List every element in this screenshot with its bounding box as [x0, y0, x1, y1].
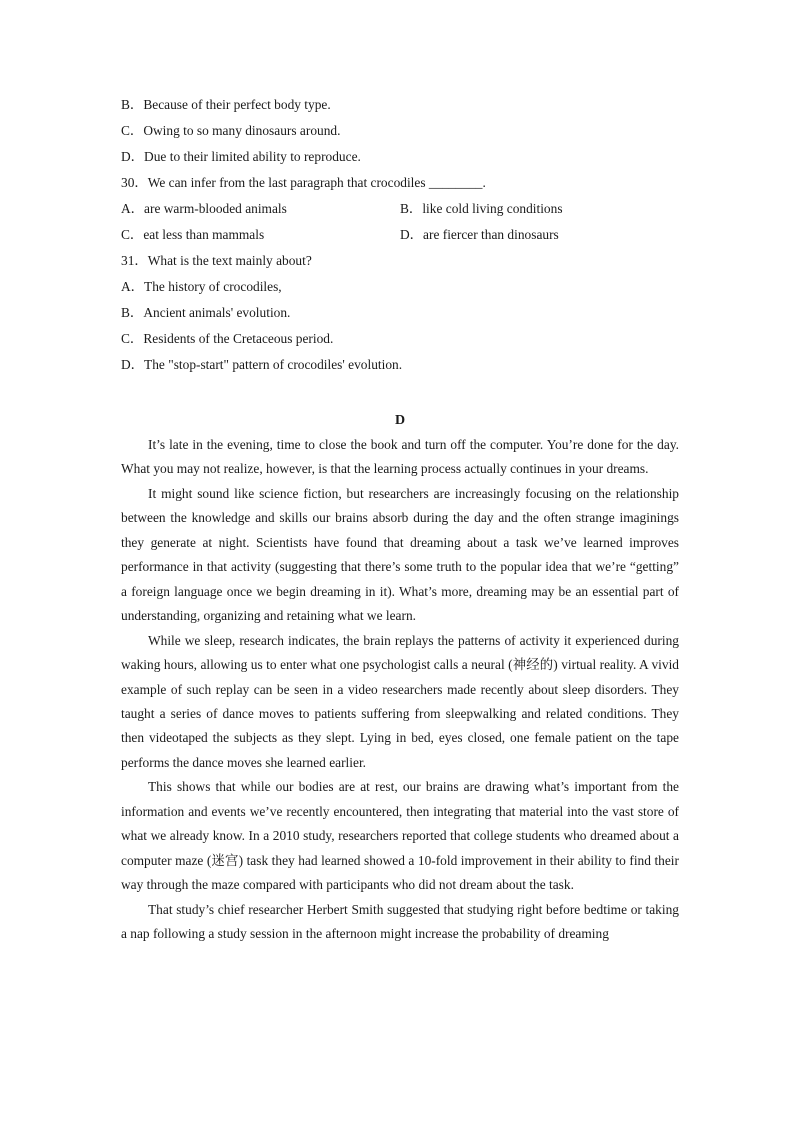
q30-option-b: B．like cold living conditions — [400, 201, 563, 216]
passage-paragraph-1: It’s late in the evening, time to close the book and turn off the computer. You’re done for the day. What you may not realize, however, is that the learning process actually continues in your dreams. — [121, 437, 679, 477]
q30-option-d: D．are fiercer than dinosaurs — [400, 227, 559, 242]
q31-option-c: C．Residents of the Cretaceous period. — [121, 331, 334, 346]
q30-stem: 30．We can infer from the last paragraph that crocodiles ________. — [121, 175, 486, 190]
q30-options-row-2 — [121, 222, 679, 248]
q30-option-a: A．are warm-blooded animals — [121, 201, 287, 216]
reading-passage — [121, 433, 679, 947]
passage-paragraph-2: It might sound like science fiction, but researchers are increasingly focusing on the relationship between the knowledge and skills our brains absorb during the day and the often strange imaginings they generate at night. Scientists have found that dreaming about a task we’ve learned improves performance in that activity (suggesting that there’s some truth to the popular idea that we’re “getting” a foreign language once we begin dreaming in it). What’s more, dreaming may be an essential part of understanding, organizing and retaining what we learn. — [121, 485, 679, 624]
q31-option-d: D．The "stop-start" pattern of crocodiles' evolution. — [121, 357, 403, 372]
q30-options-row-1 — [121, 196, 679, 222]
q31-option-b: B．Ancient animals' evolution. — [121, 305, 291, 320]
passage-paragraph-3: While we sleep, research indicates, the brain replays the patterns of activity it experienced during waking hours, allowing us to enter what one psychologist calls a neural (神经的) virtual reality. A vivid example of such replay can be seen in a video researchers made recently about sleep disorders. They taught a series of dance moves to patients suffering from sleepwalking and related conditions. They then videotaped the subjects as they slept. Lying in bed, eyes closed, one female patient on the tape performs the dance moves she learned earlier. — [121, 632, 679, 770]
q31-option-a: A．The history of crocodiles, — [121, 279, 282, 294]
q29-option-c: C．Owing to so many dinosaurs around. — [121, 123, 341, 138]
section-heading: D — [394, 413, 406, 428]
q29-option-d: D．Due to their limited ability to reproduce. — [121, 149, 361, 164]
q30-option-c: C．eat less than mammals — [121, 227, 265, 242]
passage-paragraph-4: This shows that while our bodies are at rest, our brains are drawing what’s important from the information and events we’ve recently encountered, then integrating that material into the vast store of what we already know. In a 2010 study, researchers reported that college students who dreamed about a computer maze (迷宫) task they had learned showed a 10-fold improvement in their ability to find their way through the maze compared with participants who did not dream about the task. — [121, 779, 679, 893]
q29-option-b: B．Because of their perfect body type. — [121, 97, 331, 112]
question-block — [121, 92, 679, 378]
q31-stem: 31．What is the text mainly about? — [121, 253, 312, 268]
passage-paragraph-5: That study’s chief researcher Herbert Smith suggested that studying right before bedtime or taking a nap following a study session in the afternoon might increase the probability of dreaming — [121, 901, 679, 942]
